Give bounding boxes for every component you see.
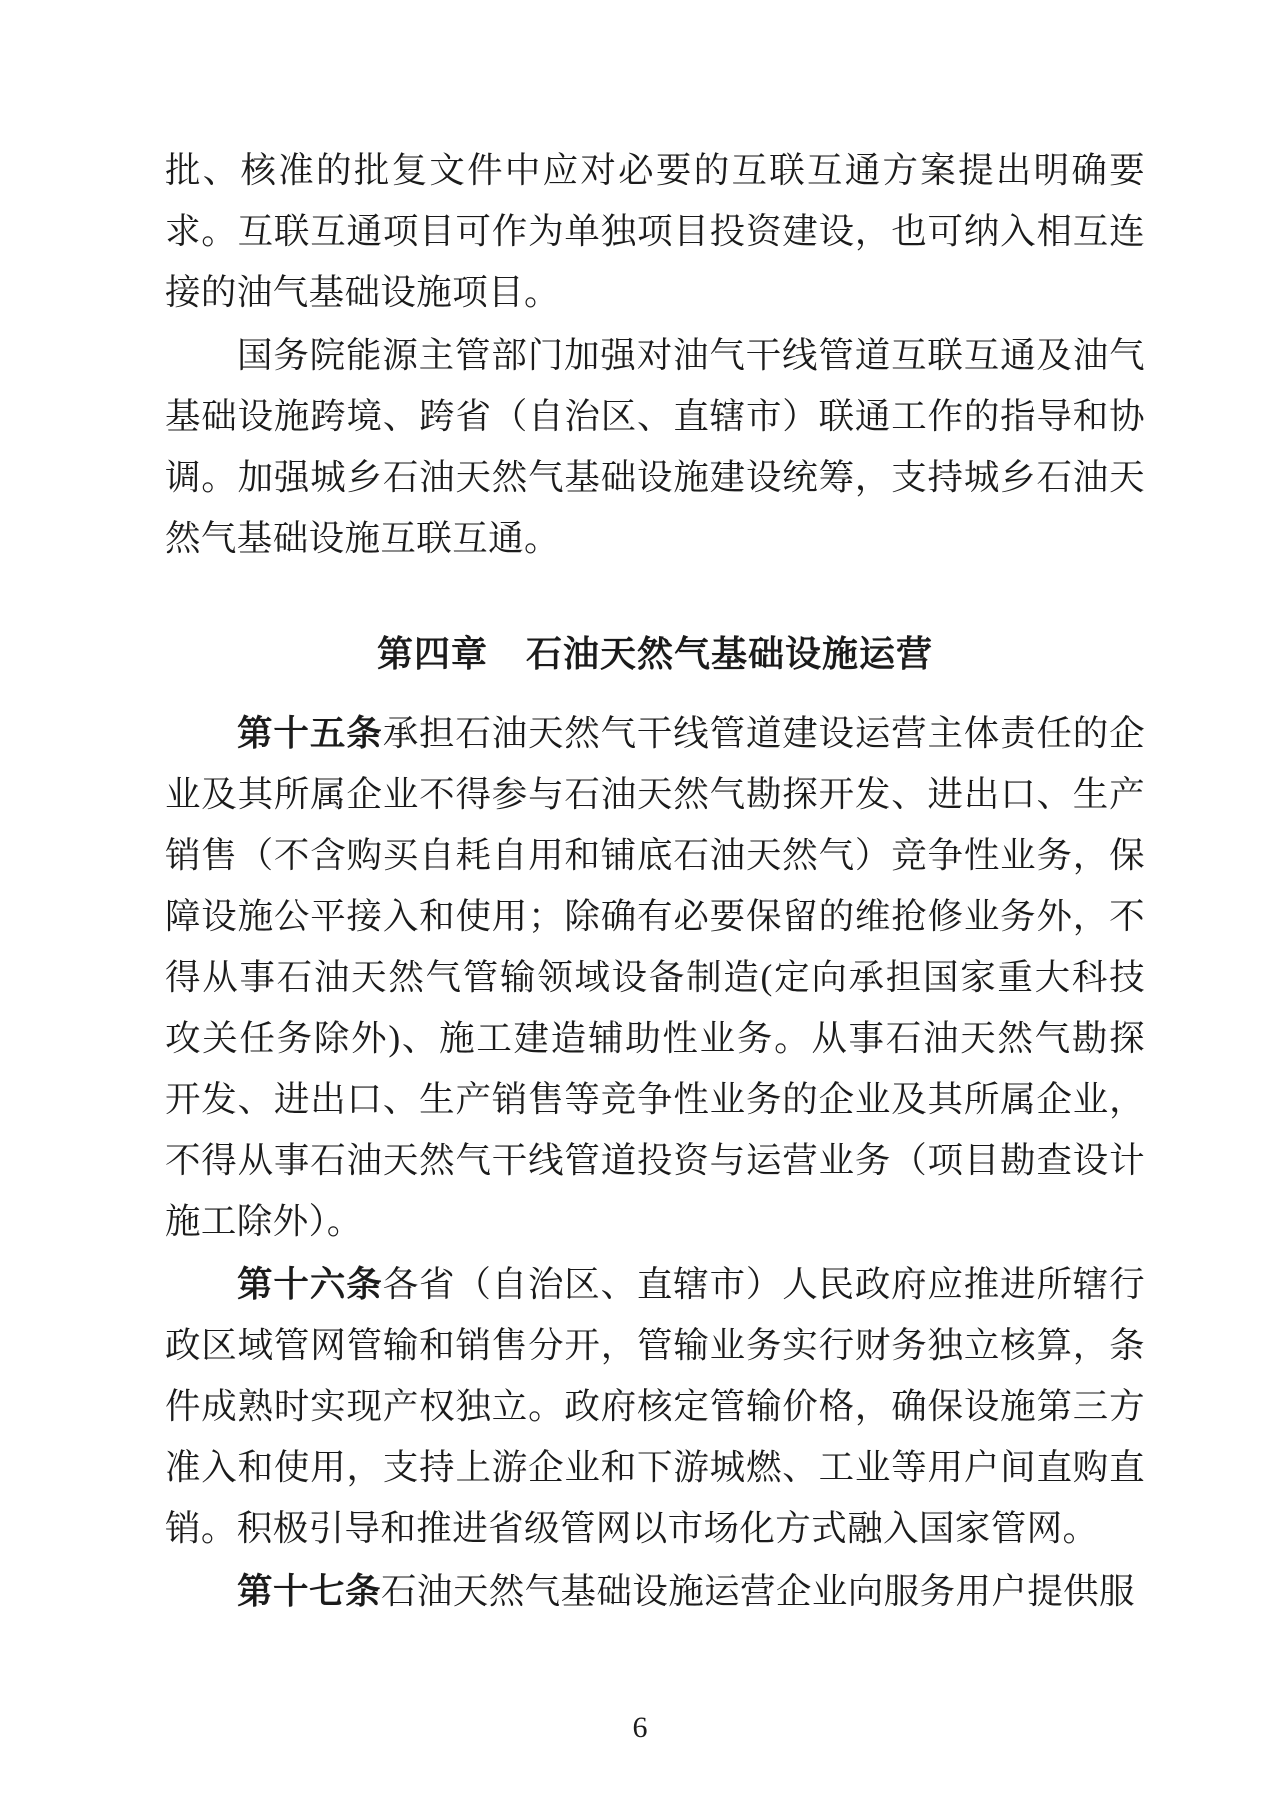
paragraph-energy-department: 国务院能源主管部门加强对油气干线管道互联互通及油气基础设施跨境、跨省（自治区、直辖市）联通工作的指导和协调。加强城乡石油天然气基础设施建设统筹，支持城乡石油天然气基础设施互联互通。 (165, 335, 1145, 558)
article-16-number: 第十六条 (237, 1264, 383, 1304)
article-16 (165, 1254, 1145, 1559)
page-number: 6 (632, 1711, 648, 1744)
article-16-text: 各省（自治区、直辖市）人民政府应推进所辖行政区域管网管输和销售分开，管输业务实行财务独立核算，条件成熟时实现产权独立。政府核定管输价格，确保设施第三方准入和使用，支持上游企业和下游城燃、工业等用户间直购直销。积极引导和推进省级管网以市场化方式融入国家管网。 (165, 1264, 1145, 1548)
chapter-title-text: 石油天然气基础设施运营 (526, 633, 934, 674)
chapter-label: 第四章 (376, 633, 488, 674)
paragraph-continued-interconnection: 批、核准的批复文件中应对必要的互联互通方案提出明确要求。互联互通项目可作为单独项目投资建设，也可纳入相互连接的油气基础设施项目。 (165, 150, 1145, 312)
article-15-text: 承担石油天然气干线管道建设运营主体责任的企业及其所属企业不得参与石油天然气勘探开发、进出口、生产销售（不含购买自耗自用和铺底石油天然气）竞争性业务，保障设施公平接入和使用；除确有必要保留的维抢修业务外，不得从事石油天然气管输领域设备制造(定向承担国家重大科技攻关任务除外)、施工建造辅助性业务。从事石油天然气勘探开发、进出口、生产销售等竞争性业务的企业及其所属企业，不得从事石油天然气干线管道投资与运营业务（项目勘查设计施工除外）。 (165, 713, 1145, 1241)
article-15-number: 第十五条 (237, 713, 383, 753)
article-17 (165, 1561, 1145, 1622)
article-15 (165, 703, 1145, 1252)
article-17-text: 石油天然气基础设施运营企业向服务用户提供服 (381, 1571, 1135, 1611)
document-body (165, 140, 1145, 1622)
chapter-heading (165, 623, 1145, 685)
article-17-number: 第十七条 (237, 1571, 382, 1611)
